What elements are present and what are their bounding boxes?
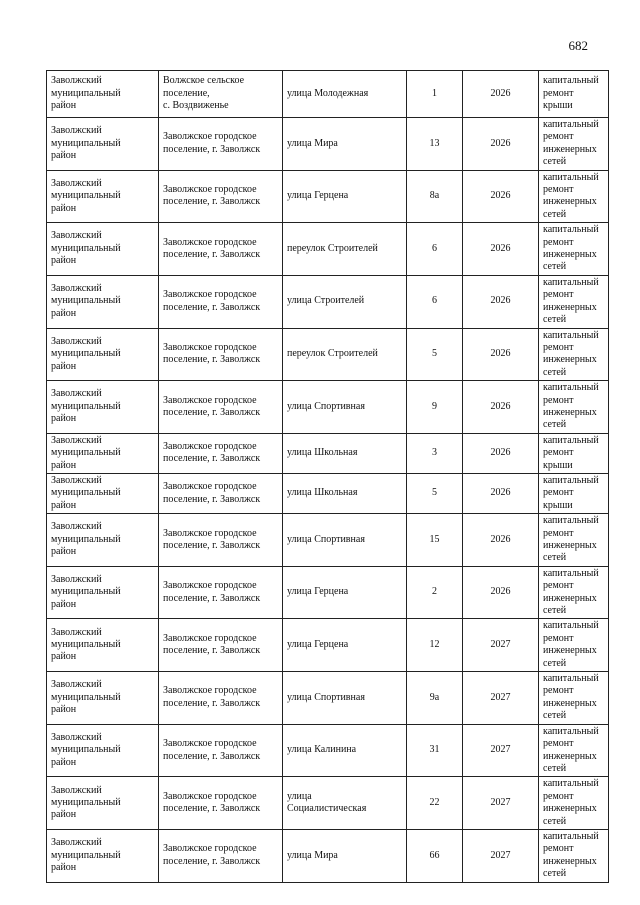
work-type-cell: капитальный ремонт инженерных сетей <box>539 118 609 171</box>
work-type-cell: капитальный ремонт крыши <box>539 473 609 513</box>
settlement-cell: Волжское сельское поселение, с. Воздвиженье <box>159 71 283 118</box>
district-cell: Заволжский муниципальный район <box>47 566 159 619</box>
house-number-cell: 8а <box>407 170 463 223</box>
district-cell: Заволжский муниципальный район <box>47 514 159 567</box>
district-cell: Заволжский муниципальный район <box>47 328 159 381</box>
district-cell: Заволжский муниципальный район <box>47 619 159 672</box>
year-cell: 2026 <box>463 514 539 567</box>
house-number-cell: 6 <box>407 223 463 276</box>
district-cell: Заволжский муниципальный район <box>47 672 159 725</box>
street-cell: улица Герцена <box>283 619 407 672</box>
work-type-cell: капитальный ремонт инженерных сетей <box>539 170 609 223</box>
year-cell: 2026 <box>463 328 539 381</box>
house-number-cell: 9а <box>407 672 463 725</box>
street-cell: улица Школьная <box>283 433 407 473</box>
settlement-cell: Заволжское городское поселение, г. Заволжск <box>159 381 283 434</box>
table-row <box>47 724 609 777</box>
table-body <box>47 71 609 883</box>
house-number-cell: 5 <box>407 328 463 381</box>
settlement-cell: Заволжское городское поселение, г. Заволжск <box>159 619 283 672</box>
page-number: 682 <box>568 38 588 53</box>
work-type-cell: капитальный ремонт инженерных сетей <box>539 514 609 567</box>
work-type-cell: капитальный ремонт инженерных сетей <box>539 724 609 777</box>
district-cell: Заволжский муниципальный район <box>47 118 159 171</box>
street-cell: улица Спортивная <box>283 381 407 434</box>
house-number-cell: 3 <box>407 433 463 473</box>
work-type-cell: капитальный ремонт инженерных сетей <box>539 328 609 381</box>
house-number-cell: 66 <box>407 829 463 882</box>
street-cell: улица Строителей <box>283 275 407 328</box>
district-cell: Заволжский муниципальный район <box>47 433 159 473</box>
table-row <box>47 275 609 328</box>
street-cell: переулок Строителей <box>283 223 407 276</box>
year-cell: 2026 <box>463 223 539 276</box>
work-type-cell: капитальный ремонт инженерных сетей <box>539 829 609 882</box>
work-type-cell: капитальный ремонт инженерных сетей <box>539 381 609 434</box>
district-cell: Заволжский муниципальный район <box>47 223 159 276</box>
table-row <box>47 566 609 619</box>
house-number-cell: 1 <box>407 71 463 118</box>
year-cell: 2026 <box>463 118 539 171</box>
house-number-cell: 9 <box>407 381 463 434</box>
work-type-cell: капитальный ремонт инженерных сетей <box>539 619 609 672</box>
house-number-cell: 13 <box>407 118 463 171</box>
house-number-cell: 5 <box>407 473 463 513</box>
year-cell: 2027 <box>463 672 539 725</box>
table-row <box>47 170 609 223</box>
street-cell: переулок Строителей <box>283 328 407 381</box>
table-row <box>47 619 609 672</box>
table-row <box>47 777 609 830</box>
settlement-cell: Заволжское городское поселение, г. Заволжск <box>159 724 283 777</box>
year-cell: 2027 <box>463 619 539 672</box>
year-cell: 2027 <box>463 724 539 777</box>
settlement-cell: Заволжское городское поселение, г. Заволжск <box>159 118 283 171</box>
work-type-cell: капитальный ремонт инженерных сетей <box>539 275 609 328</box>
year-cell: 2027 <box>463 829 539 882</box>
settlement-cell: Заволжское городское поселение, г. Заволжск <box>159 829 283 882</box>
district-cell: Заволжский муниципальный район <box>47 381 159 434</box>
settlement-cell: Заволжское городское поселение, г. Заволжск <box>159 275 283 328</box>
work-type-cell: капитальный ремонт инженерных сетей <box>539 777 609 830</box>
work-type-cell: капитальный ремонт инженерных сетей <box>539 223 609 276</box>
settlement-cell: Заволжское городское поселение, г. Заволжск <box>159 777 283 830</box>
district-cell: Заволжский муниципальный район <box>47 724 159 777</box>
street-cell: улица Школьная <box>283 473 407 513</box>
settlement-cell: Заволжское городское поселение, г. Заволжск <box>159 328 283 381</box>
work-type-cell: капитальный ремонт инженерных сетей <box>539 566 609 619</box>
house-number-cell: 12 <box>407 619 463 672</box>
year-cell: 2027 <box>463 777 539 830</box>
repair-registry-table <box>46 70 609 883</box>
street-cell: улица Социалистическая <box>283 777 407 830</box>
year-cell: 2026 <box>463 170 539 223</box>
street-cell: улица Молодежная <box>283 71 407 118</box>
settlement-cell: Заволжское городское поселение, г. Заволжск <box>159 170 283 223</box>
table-row <box>47 118 609 171</box>
district-cell: Заволжский муниципальный район <box>47 777 159 830</box>
year-cell: 2026 <box>463 473 539 513</box>
year-cell: 2026 <box>463 71 539 118</box>
house-number-cell: 31 <box>407 724 463 777</box>
settlement-cell: Заволжское городское поселение, г. Заволжск <box>159 473 283 513</box>
district-cell: Заволжский муниципальный район <box>47 170 159 223</box>
year-cell: 2026 <box>463 433 539 473</box>
table-row <box>47 473 609 513</box>
table-row <box>47 672 609 725</box>
district-cell: Заволжский муниципальный район <box>47 473 159 513</box>
street-cell: улица Спортивная <box>283 672 407 725</box>
year-cell: 2026 <box>463 381 539 434</box>
settlement-cell: Заволжское городское поселение, г. Заволжск <box>159 223 283 276</box>
street-cell: улица Спортивная <box>283 514 407 567</box>
table-row <box>47 433 609 473</box>
work-type-cell: капитальный ремонт крыши <box>539 71 609 118</box>
year-cell: 2026 <box>463 566 539 619</box>
street-cell: улица Мира <box>283 829 407 882</box>
table-row <box>47 514 609 567</box>
table-row <box>47 381 609 434</box>
settlement-cell: Заволжское городское поселение, г. Заволжск <box>159 514 283 567</box>
house-number-cell: 22 <box>407 777 463 830</box>
house-number-cell: 6 <box>407 275 463 328</box>
table-row <box>47 829 609 882</box>
year-cell: 2026 <box>463 275 539 328</box>
work-type-cell: капитальный ремонт крыши <box>539 433 609 473</box>
street-cell: улица Герцена <box>283 170 407 223</box>
street-cell: улица Герцена <box>283 566 407 619</box>
street-cell: улица Мира <box>283 118 407 171</box>
district-cell: Заволжский муниципальный район <box>47 275 159 328</box>
table-row <box>47 71 609 118</box>
settlement-cell: Заволжское городское поселение, г. Заволжск <box>159 672 283 725</box>
table-row <box>47 223 609 276</box>
street-cell: улица Калинина <box>283 724 407 777</box>
house-number-cell: 15 <box>407 514 463 567</box>
table-row <box>47 328 609 381</box>
settlement-cell: Заволжское городское поселение, г. Заволжск <box>159 433 283 473</box>
district-cell: Заволжский муниципальный район <box>47 829 159 882</box>
work-type-cell: капитальный ремонт инженерных сетей <box>539 672 609 725</box>
house-number-cell: 2 <box>407 566 463 619</box>
settlement-cell: Заволжское городское поселение, г. Заволжск <box>159 566 283 619</box>
district-cell: Заволжский муниципальный район <box>47 71 159 118</box>
